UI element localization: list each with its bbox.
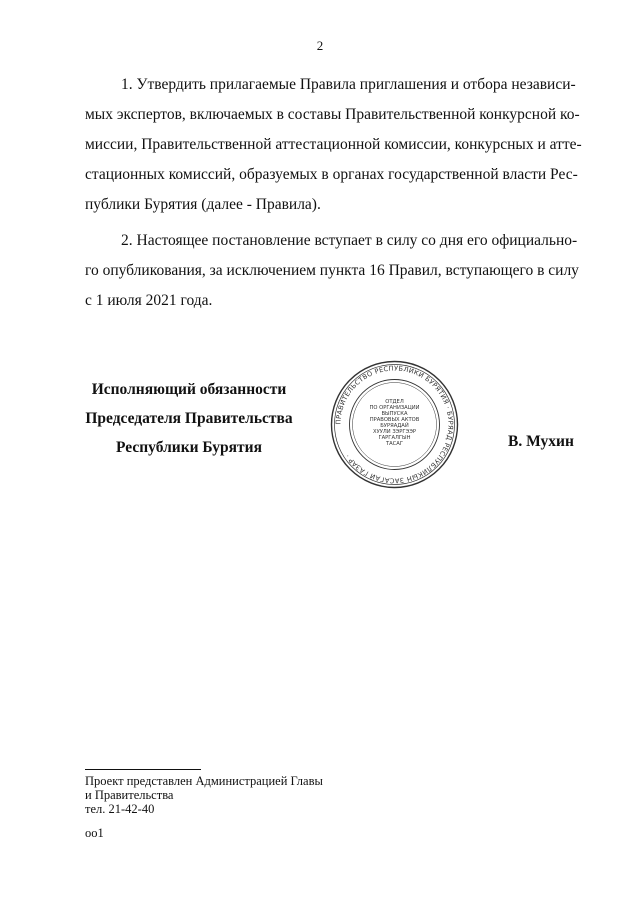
stamp-inner-line: ВЫПУСКА [381,411,408,417]
page-number: 2 [316,38,324,53]
paragraph-line: публики Бурятия (далее - Правила). [85,196,321,213]
stamp-inner-line: ПРАВОВЫХ АКТОВ [369,417,420,423]
official-seal-stamp [329,359,460,490]
footer-note-line: и Правительства [85,788,174,802]
stamp-inner-line: БУРЯАДАЙ [380,423,409,429]
paragraph-line: 1. Утвердить прилагаемые Правила приглашения и отбора независи- [121,76,576,93]
paragraph-line: стационных комиссий, образуемых в органах государственной власти Рес- [85,166,578,183]
signatory-title-line: Председателя Правительства [85,410,293,427]
footer-note [85,774,323,816]
paragraph-line: мых экспертов, включаемых в составы Правительственной конкурсной ко- [85,106,580,123]
footer-note-line: тел. 21-42-40 [85,802,155,816]
stamp-inner-line: ГАРГАЛГЫН [378,435,411,441]
footer-note-line: Проект представлен Администрацией Главы [85,774,323,788]
paragraph-line: с 1 июля 2021 года. [85,292,213,309]
signatory-title [78,375,300,462]
stamp-outer-text: ПРАВИТЕЛЬСТВО РЕСПУБЛИКИ БУРЯТИЯ · БУРЯАД РЕСПУБЛИКЫН ЗАСАГАЙ ГАЗАР · [334,364,455,485]
stamp-inner-line: ПО ОРГАНИЗАЦИИ [369,405,420,411]
stamp-inner-line: ХУУЛИ ЗЭРГЭЭР [373,429,416,435]
signatory-title-line: Республики Бурятия [116,439,262,456]
paragraph-1 [85,70,582,220]
paragraph-line: 2. Настоящее постановление вступает в силу со дня его официально- [121,232,578,249]
paragraph-2 [85,226,579,316]
footer-code: оо1 [85,826,104,840]
stamp-inner-line: ТАСАГ [385,441,404,447]
paragraph-line: го опубликования, за исключением пункта 16 Правил, вступающего в силу [85,262,579,279]
signatory-title-line: Исполняющий обязанности [91,381,287,398]
footer-divider [85,769,201,770]
paragraph-line: миссии, Правительственной аттестационной комиссии, конкурсных и атте- [85,136,582,153]
signatory-name: В. Мухин [508,433,574,450]
stamp-inner-line: ОТДЕЛ [385,399,404,405]
